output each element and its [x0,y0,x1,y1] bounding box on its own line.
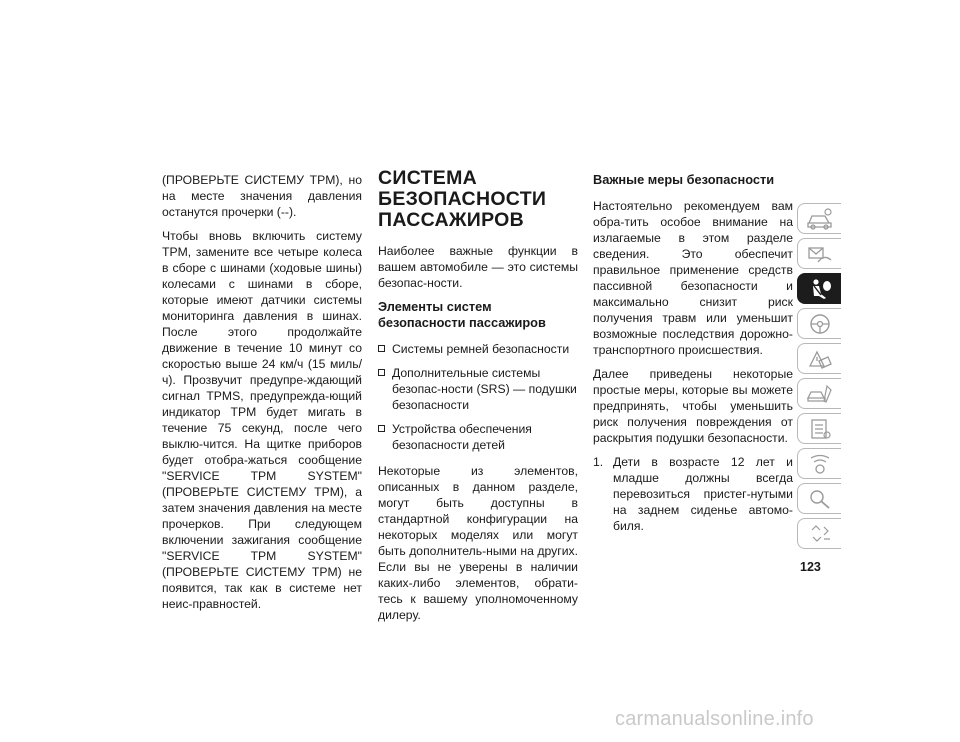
list-item: Устройства обеспечения безопасности детей [378,421,578,453]
steering-wheel-icon [806,312,834,336]
section-title [378,168,578,231]
section-title-line2: БЕЗОПАСНОСТИ [378,188,547,210]
checkbox-square-icon [378,345,385,352]
car-wrench-icon [806,382,834,406]
availability-paragraph: Некоторые из элементов, описанных в данном разделе, могут быть доступны в стандартной конфигурации на некоторых моделях или могут быть дополнитель-ными на других. Если вы не уверены в наличии каких-либо элементов, обрати-тесь к вашему уполномоченному дилеру. [378,464,578,622]
precautions-list [593,454,793,534]
safety-elements-list [378,341,578,453]
search-index-icon [806,487,834,511]
multimedia-icon [806,452,834,476]
language-icon [806,522,834,546]
seatbelt-airbag-icon [806,277,834,301]
list-item: Дополнительные системы безопас-ности (SRS) — подушки безопасности [378,365,578,413]
simple-measures-paragraph: Далее приведены некоторые простые меры, которые вы можете предпринять, чтобы уменьшить риск получения повреждения от раскрытия подушки безопасности. [593,367,793,445]
column-middle [378,168,578,631]
precautions-paragraph: Настоятельно рекомендуем вам обра-тить особое внимание на излагаемые в этом разделе сведения. Это обеспечит правильное применение средств пассивной безопасности и максимально снизит риск получения травм или уменьшит возможные последствия дорожно-транспортного происшествия. [593,199,793,357]
checkbox-square-icon [378,425,385,432]
tab-specifications[interactable] [797,413,841,444]
tab-dashboard[interactable] [797,238,841,269]
tab-emergency[interactable] [797,343,841,374]
chapter-tabs [797,203,841,553]
tab-safety[interactable] [797,273,841,304]
list-item: Системы ремней безопасности [378,341,578,357]
paragraph-tpm-reenable: Чтобы вновь включить систему TPM, замените все четыре колеса в сборе с шинами (ходовые шины) колесами с шинами в сборе, которые имеют датчики системы мониторинга давления в шинах. После этого продолжайте движение в течение 10 минут со скоростью выше 24 км/ч (15 миль/ч). Прозвучит предупре-ждающий сигнал TPMS, предупрежда-ющий индикатор TPM будет мигать в течение 75 секунд, после чего выклю-чится. На щитке приборов будет отобра-жаться сообщение "SERVICE TPM SYSTEM" (ПРОВЕРЬТЕ СИСТЕМУ TPM), а затем значения давления на месте прочерков. При следующем включении зажигания сообщение "SERVICE TPM SYSTEM" (ПРОВЕРЬТЕ СИСТЕМУ TPM) не появится, так как в системе нет неис-правностей. [162,229,362,611]
checkbox-square-icon [378,369,385,376]
tab-index[interactable] [797,483,841,514]
specs-list-icon [806,417,834,441]
list-item [593,454,793,534]
column-right [593,172,793,534]
subsection-title-precautions: Важные меры безопасности [593,172,775,187]
paragraph-tpm-continued: (ПРОВЕРЬТЕ СИСТЕМУ TPM), но на месте значения давления останутся прочерки (--). [162,173,362,219]
list-item-text: Дети в возрасте 12 лет и младше должны всегда перевозиться пристег-нутыми на заднем сиденье автомо-биля. [613,455,793,533]
tab-multimedia[interactable] [797,448,841,479]
tab-languages[interactable] [797,518,841,549]
subsection-title-elements: Элементы систем безопасности пассажиров [378,299,546,330]
page-number: 123 [800,560,821,574]
intro-paragraph: Наиболее важные функции в вашем автомобиле — это системы безопас-ности. [378,244,578,290]
section-title-line3: ПАССАЖИРОВ [378,209,525,231]
warning-car-icon [806,347,834,371]
list-number: 1. [593,455,604,469]
tab-car-info[interactable] [797,203,841,234]
section-title-line1: СИСТЕМА [378,167,478,189]
watermark: carmanualsonline.info [615,708,814,730]
column-left [162,172,362,620]
tab-driving[interactable] [797,308,841,339]
dashboard-envelope-icon [806,242,834,266]
car-info-icon [806,207,834,231]
tab-service[interactable] [797,378,841,409]
